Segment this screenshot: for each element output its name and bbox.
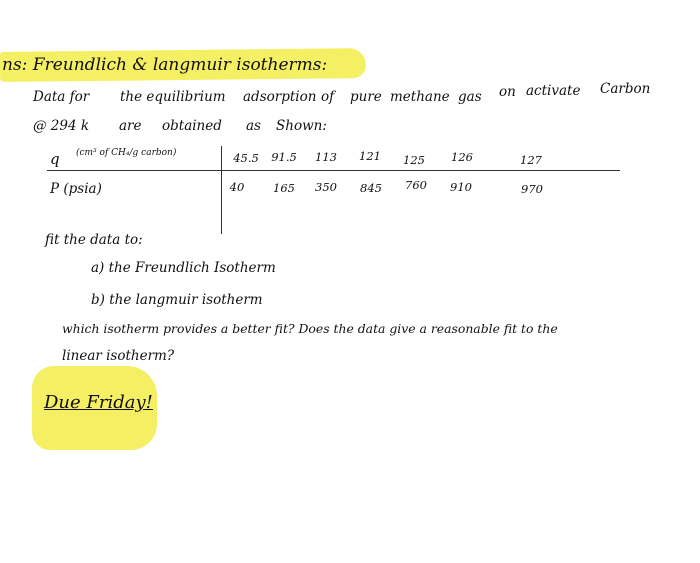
fit-instruction: fit the data to: bbox=[45, 232, 143, 248]
intro-word: Carbon bbox=[600, 81, 651, 97]
q-value: 125 bbox=[403, 153, 425, 167]
intro-word: adsorption bbox=[243, 89, 317, 105]
p-label: P (psia) bbox=[50, 181, 102, 197]
page-title: ns: Freundlich & langmuir isotherms: bbox=[2, 55, 328, 75]
p-value: 350 bbox=[315, 180, 337, 194]
q-value: 91.5 bbox=[271, 150, 297, 164]
intro-word: the equilibrium bbox=[120, 89, 226, 105]
q-value: 45.5 bbox=[233, 151, 259, 165]
intro-word: obtained bbox=[162, 118, 222, 134]
question-line-2: linear isotherm? bbox=[62, 348, 175, 364]
table-rule-horizontal bbox=[47, 170, 620, 171]
intro-word: @ 294 k bbox=[33, 118, 90, 134]
question-line-1: which isotherm provides a better fit? Does the data give a reasonable fit to the bbox=[62, 321, 558, 336]
intro-word: Data for bbox=[33, 89, 90, 105]
p-value: 970 bbox=[521, 182, 543, 196]
intro-word: are bbox=[119, 118, 142, 134]
q-value: 113 bbox=[315, 150, 337, 164]
intro-word: gas bbox=[458, 89, 482, 105]
due-note: Due Friday! bbox=[44, 392, 153, 413]
intro-word: pure bbox=[350, 89, 382, 105]
q-label: q bbox=[50, 150, 60, 168]
intro-word: as bbox=[246, 118, 261, 134]
q-value: 127 bbox=[520, 153, 542, 167]
p-value: 760 bbox=[405, 178, 427, 192]
intro-word: of bbox=[321, 89, 335, 105]
item-b: b) the langmuir isotherm bbox=[91, 292, 263, 308]
p-value: 40 bbox=[229, 180, 245, 194]
q-value: 121 bbox=[359, 149, 381, 163]
intro-word: methane bbox=[390, 89, 450, 105]
p-value: 845 bbox=[360, 181, 382, 195]
item-a: a) the Freundlich Isotherm bbox=[91, 260, 276, 276]
intro-word: Shown: bbox=[276, 118, 327, 134]
p-value: 165 bbox=[273, 181, 295, 195]
q-unit: (cm³ of CH₄/g carbon) bbox=[76, 148, 177, 158]
intro-word: activate bbox=[526, 83, 581, 99]
intro-word: on bbox=[499, 84, 516, 100]
p-value: 910 bbox=[450, 180, 472, 194]
q-value: 126 bbox=[451, 150, 473, 164]
